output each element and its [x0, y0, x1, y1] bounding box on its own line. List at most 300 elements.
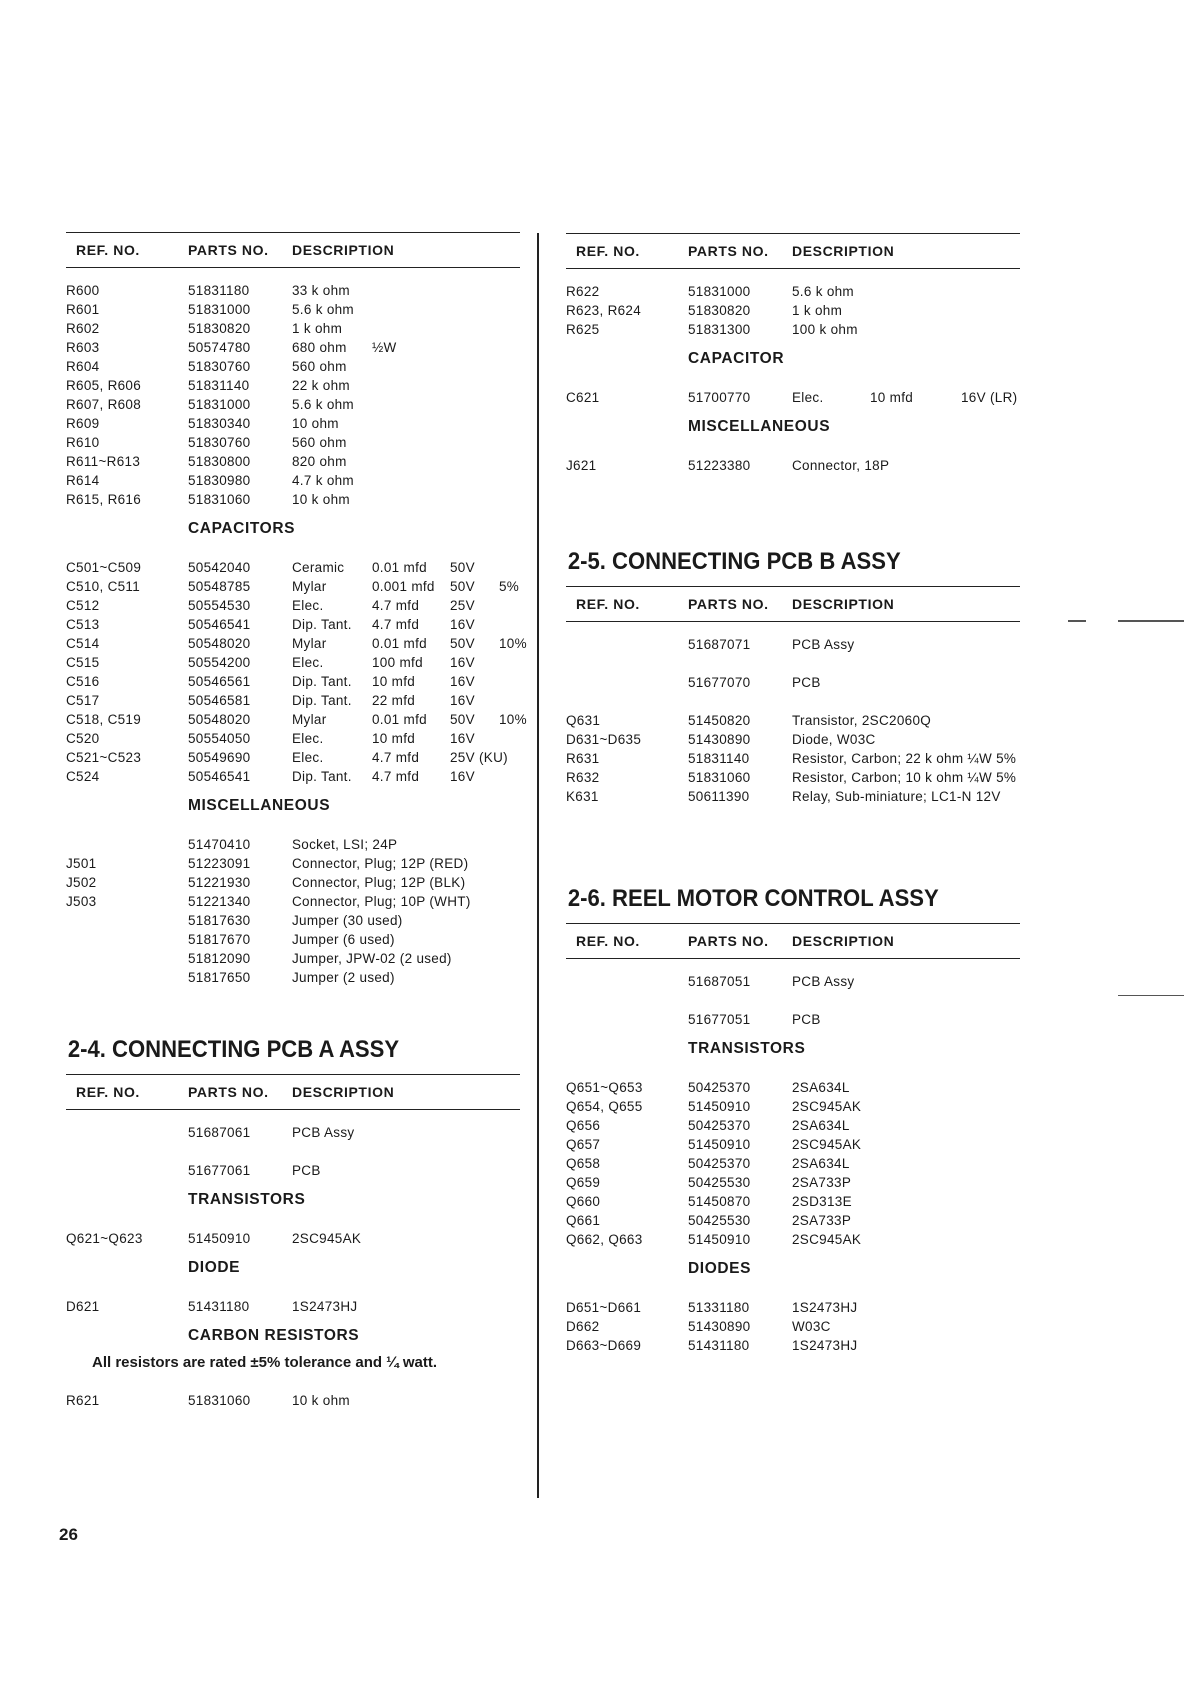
- column-header-ref-no: REF. NO.: [576, 596, 640, 612]
- spacer: [66, 1286, 520, 1298]
- table-row: [566, 1011, 1020, 1030]
- section-title-text: 2-4. CONNECTING PCB A ASSY: [67, 1036, 400, 1063]
- description-cell: Elec.: [292, 750, 324, 765]
- parts-no-cell: 51223091: [188, 856, 251, 871]
- table-row: [66, 282, 520, 301]
- table-row: [566, 1155, 1020, 1174]
- description-cell: 2SA634L: [792, 1156, 850, 1171]
- parts-no-cell: 51221340: [188, 894, 251, 909]
- ref-no-cell: R631: [566, 751, 600, 766]
- ref-no-cell: R625: [566, 322, 600, 337]
- description-cell: Connector, Plug; 10P (WHT): [292, 894, 471, 909]
- table-row: [66, 692, 520, 711]
- description-cell: Elec.: [292, 731, 324, 746]
- category-heading: [66, 1249, 520, 1286]
- table-row: [566, 769, 1020, 788]
- table-row: [66, 578, 520, 597]
- table-row: [566, 457, 1020, 476]
- table-row: [66, 358, 520, 377]
- spacer: [566, 1067, 1020, 1079]
- description-cell: 560 ohm: [292, 435, 347, 450]
- table-row: [566, 283, 1020, 302]
- ref-no-cell: C515: [66, 655, 100, 670]
- scan-edge-mark: [1068, 620, 1086, 622]
- spec-cell: 22 mfd: [372, 693, 416, 708]
- description-cell: 10 k ohm: [292, 1393, 350, 1408]
- description-cell: 10 ohm: [292, 416, 339, 431]
- description-cell: Jumper, JPW-02 (2 used): [292, 951, 452, 966]
- parts-no-cell: 51812090: [188, 951, 251, 966]
- tolerance-cell: 5%: [499, 579, 520, 594]
- table-row: [566, 1231, 1020, 1250]
- category-heading: [66, 1181, 520, 1218]
- parts-no-cell: 50542040: [188, 560, 251, 575]
- column-header-description: DESCRIPTION: [792, 933, 895, 949]
- description-cell: Ceramic: [292, 560, 345, 575]
- description-cell: Elec.: [292, 655, 324, 670]
- parts-no-cell: 51431180: [688, 1338, 750, 1353]
- parts-no-cell: 50554530: [188, 598, 251, 613]
- spec-cell: 10 mfd: [372, 674, 416, 689]
- description-cell: Resistor, Carbon; 10 k ohm ¼W 5%: [792, 770, 1017, 785]
- table-row: [66, 559, 520, 578]
- table-header: [566, 233, 1020, 269]
- column-divider: [537, 233, 539, 1498]
- spacer: [566, 445, 1020, 457]
- parts-no-cell: 51223380: [688, 458, 751, 473]
- spacer: [566, 655, 1020, 674]
- category-heading: [566, 1030, 1020, 1067]
- page-number: 26: [59, 1525, 78, 1544]
- ref-no-cell: C517: [66, 693, 100, 708]
- description-cell: Mylar: [292, 712, 327, 727]
- ref-no-cell: R610: [66, 435, 100, 450]
- ref-no-cell: J503: [66, 894, 97, 909]
- table-row: [66, 749, 520, 768]
- table-row: [566, 712, 1020, 731]
- spacer: [566, 1287, 1020, 1299]
- parts-no-cell: 51687061: [188, 1125, 251, 1140]
- ref-no-cell: K631: [566, 789, 599, 804]
- column-header-description: DESCRIPTION: [792, 243, 895, 259]
- category-heading-label: DIODES: [688, 1260, 752, 1277]
- ref-no-cell: D662: [566, 1319, 600, 1334]
- description-cell: Elec.: [292, 598, 324, 613]
- description-cell: W03C: [792, 1319, 831, 1334]
- category-heading: [566, 408, 1020, 445]
- table-row: [566, 389, 1020, 408]
- ref-no-cell: R601: [66, 302, 100, 317]
- table-row: [566, 1079, 1020, 1098]
- spacer: [566, 959, 1020, 973]
- description-cell: Dip. Tant.: [292, 674, 352, 689]
- table-row: [66, 912, 520, 931]
- description-cell: Jumper (6 used): [292, 932, 395, 947]
- description-cell: Diode, W03C: [792, 732, 876, 747]
- table-row: [566, 1174, 1020, 1193]
- column-header-parts-no: PARTS NO.: [688, 933, 769, 949]
- parts-no-cell: 50425530: [688, 1213, 751, 1228]
- parts-no-cell: 51677070: [688, 675, 751, 690]
- tolerance-cell: 10%: [499, 712, 527, 727]
- spacer: [566, 269, 1020, 283]
- parts-no-cell: 51431180: [188, 1299, 250, 1314]
- ref-no-cell: J621: [566, 458, 597, 473]
- ref-no-cell: R605, R606: [66, 378, 142, 393]
- parts-no-cell: 51677051: [688, 1012, 751, 1027]
- category-heading-label: MISCELLANEOUS: [688, 418, 831, 435]
- table-row: [66, 836, 520, 855]
- table-row: [66, 931, 520, 950]
- table-row: [566, 973, 1020, 992]
- ref-no-cell: J502: [66, 875, 97, 890]
- description-cell: Socket, LSI; 24P: [292, 837, 398, 852]
- table-row: [566, 1299, 1020, 1318]
- spacer: [566, 622, 1020, 636]
- description-cell: Dip. Tant.: [292, 769, 352, 784]
- table-row: [66, 768, 520, 787]
- table-header: [66, 232, 520, 268]
- ref-no-cell: D631~D635: [566, 732, 642, 747]
- table-row: [66, 1162, 520, 1181]
- parts-no-cell: 50425530: [688, 1175, 751, 1190]
- table-row: [66, 654, 520, 673]
- description-cell: 2SC945AK: [792, 1137, 862, 1152]
- rating-cell: 16V: [450, 655, 475, 670]
- parts-no-cell: 51831000: [188, 302, 251, 317]
- parts-no-cell: 51450910: [188, 1231, 251, 1246]
- description-cell: 820 ohm: [292, 454, 347, 469]
- spec-cell: 10 mfd: [372, 731, 416, 746]
- table-row: [66, 453, 520, 472]
- table-row: [66, 969, 520, 988]
- rating-cell: 50V: [450, 560, 475, 575]
- parts-no-cell: 51450910: [688, 1137, 751, 1152]
- spacer: [566, 693, 1020, 712]
- description-cell: 2SD313E: [792, 1194, 852, 1209]
- ref-no-cell: Q660: [566, 1194, 601, 1209]
- parts-no-cell: 51831000: [188, 397, 251, 412]
- description-cell: PCB Assy: [792, 974, 855, 989]
- category-heading-label: CAPACITOR: [688, 350, 785, 367]
- description-cell: Connector, Plug; 12P (RED): [292, 856, 469, 871]
- table-row: [66, 1298, 520, 1317]
- spacer: [66, 268, 520, 282]
- description-cell: Resistor, Carbon; 22 k ohm ¼W 5%: [792, 751, 1017, 766]
- table-row: [66, 377, 520, 396]
- table-row: [566, 788, 1020, 807]
- table-row: [66, 950, 520, 969]
- description-cell: 33 k ohm: [292, 283, 350, 298]
- ref-no-cell: R607, R608: [66, 397, 142, 412]
- column-header-parts-no: PARTS NO.: [688, 243, 769, 259]
- spacer: [66, 824, 520, 836]
- table-row: [566, 1193, 1020, 1212]
- parts-no-cell: 50554050: [188, 731, 251, 746]
- ref-no-cell: D651~D661: [566, 1300, 642, 1315]
- parts-no-cell: 50548020: [188, 712, 251, 727]
- parts-no-cell: 51450870: [688, 1194, 751, 1209]
- section-title-text: 2-6. REEL MOTOR CONTROL ASSY: [567, 885, 939, 912]
- description-cell: 1 k ohm: [292, 321, 343, 336]
- parts-no-cell: 50546561: [188, 674, 251, 689]
- table-row: [66, 472, 520, 491]
- parts-no-cell: 51430890: [688, 1319, 751, 1334]
- table-row: [566, 1098, 1020, 1117]
- ref-no-cell: C621: [566, 390, 600, 405]
- description-cell: 100 k ohm: [792, 322, 858, 337]
- parts-no-cell: 51700770: [688, 390, 751, 405]
- section-title: [566, 865, 984, 923]
- ref-no-cell: C512: [66, 598, 100, 613]
- parts-no-cell: 50548785: [188, 579, 251, 594]
- parts-no-cell: 50546581: [188, 693, 251, 708]
- column-header-ref-no: REF. NO.: [576, 243, 640, 259]
- ref-no-cell: R604: [66, 359, 100, 374]
- ref-no-cell: R602: [66, 321, 100, 336]
- parts-no-cell: 51831060: [188, 1393, 251, 1408]
- description-cell: 10 k ohm: [292, 492, 350, 507]
- spacer: [66, 1110, 520, 1124]
- column-header-description: DESCRIPTION: [292, 242, 395, 258]
- category-heading-label: CARBON RESISTORS: [188, 1327, 360, 1344]
- scan-edge-mark: [1118, 620, 1184, 622]
- spacer: [566, 992, 1020, 1011]
- table-header: [566, 923, 1020, 959]
- ref-no-cell: R632: [566, 770, 600, 785]
- spec-cell: 0.01 mfd: [372, 712, 427, 727]
- spacer: [566, 377, 1020, 389]
- description-cell: 2SA634L: [792, 1080, 850, 1095]
- spacer: [66, 547, 520, 559]
- table-row: [66, 673, 520, 692]
- right-column: [566, 233, 1020, 1356]
- description-cell: Dip. Tant.: [292, 617, 352, 632]
- category-heading-label: MISCELLANEOUS: [188, 797, 331, 814]
- column-header-ref-no: REF. NO.: [576, 933, 640, 949]
- description-cell: Connector, 18P: [792, 458, 890, 473]
- ref-no-cell: Q661: [566, 1213, 601, 1228]
- parts-no-cell: 51831060: [688, 770, 751, 785]
- table-row: [66, 434, 520, 453]
- spacer: [66, 1374, 520, 1392]
- rating-cell: 16V: [450, 617, 475, 632]
- description-cell: PCB: [792, 1012, 821, 1027]
- parts-no-cell: 51817650: [188, 970, 251, 985]
- table-row: [66, 711, 527, 730]
- table-row: [66, 874, 520, 893]
- table-row: [566, 674, 1020, 693]
- description-cell: 22 k ohm: [292, 378, 350, 393]
- parts-no-cell: 51430890: [688, 732, 751, 747]
- parts-no-cell: 50425370: [688, 1080, 751, 1095]
- table-row: [566, 1117, 1020, 1136]
- parts-no-cell: 51687051: [688, 974, 751, 989]
- description-cell: Mylar: [292, 579, 327, 594]
- description-cell: 680 ohm: [292, 340, 347, 355]
- spacer: [566, 476, 1020, 528]
- column-header-ref-no: REF. NO.: [76, 1084, 140, 1100]
- column-header-description: DESCRIPTION: [292, 1084, 395, 1100]
- ref-no-cell: D663~D669: [566, 1338, 642, 1353]
- table-row: [566, 636, 1020, 655]
- table-row: [66, 893, 520, 912]
- ref-no-cell: Q651~Q653: [566, 1080, 643, 1095]
- table-row: [66, 730, 520, 749]
- ref-no-cell: C520: [66, 731, 100, 746]
- parts-no-cell: 51450910: [688, 1099, 751, 1114]
- ref-no-cell: C514: [66, 636, 100, 651]
- parts-no-cell: 51830800: [188, 454, 251, 469]
- category-heading-label: CAPACITORS: [188, 520, 296, 537]
- spacer: [566, 807, 1020, 865]
- parts-no-cell: 51450910: [688, 1232, 751, 1247]
- parts-no-cell: 50548020: [188, 636, 251, 651]
- spec-cell: 4.7 mfd: [372, 598, 420, 613]
- table-row: [66, 1124, 520, 1143]
- parts-no-cell: 51830340: [188, 416, 251, 431]
- description-cell: Mylar: [292, 636, 327, 651]
- parts-no-cell: 51831140: [688, 751, 750, 766]
- description-cell: 2SC945AK: [292, 1231, 362, 1246]
- table-row: [566, 302, 1020, 321]
- spec-cell: ½W: [372, 340, 397, 355]
- column-header-parts-no: PARTS NO.: [188, 242, 269, 258]
- ref-no-cell: R623, R624: [566, 303, 642, 318]
- spec-cell: 0.001 mfd: [372, 579, 435, 594]
- ref-no-cell: C513: [66, 617, 100, 632]
- description-cell: 1 k ohm: [792, 303, 843, 318]
- parts-no-cell: 50425370: [688, 1156, 751, 1171]
- section-title-text: 2-5. CONNECTING PCB B ASSY: [567, 548, 901, 575]
- ref-no-cell: R600: [66, 283, 100, 298]
- description-cell: 5.6 k ohm: [292, 302, 354, 317]
- rating-cell: 50V: [450, 636, 475, 651]
- ref-no-cell: C510, C511: [66, 579, 141, 594]
- ref-no-cell: Q654, Q655: [566, 1099, 643, 1114]
- rating-cell: 16V: [450, 769, 475, 784]
- left-column: [66, 232, 527, 1411]
- parts-no-cell: 51830980: [188, 473, 251, 488]
- parts-no-cell: 50549690: [188, 750, 251, 765]
- category-heading: [66, 1317, 520, 1354]
- description-cell: 5.6 k ohm: [292, 397, 354, 412]
- category-heading: [566, 340, 1020, 377]
- description-cell: 560 ohm: [292, 359, 347, 374]
- description-cell: Jumper (30 used): [292, 913, 403, 928]
- category-heading: [566, 1250, 1020, 1287]
- ref-no-cell: R615, R616: [66, 492, 142, 507]
- spec-cell: 0.01 mfd: [372, 560, 427, 575]
- description-cell: 2SC945AK: [792, 1099, 862, 1114]
- parts-no-cell: 51831140: [188, 378, 250, 393]
- section-title: [566, 528, 984, 586]
- spec-cell: 0.01 mfd: [372, 636, 427, 651]
- parts-no-cell: 50425370: [688, 1118, 751, 1133]
- category-heading-label: TRANSISTORS: [688, 1040, 806, 1057]
- description-cell: Dip. Tant.: [292, 693, 352, 708]
- table-row: [566, 1212, 1020, 1231]
- description-cell: PCB Assy: [292, 1125, 355, 1140]
- description-cell: 4.7 k ohm: [292, 473, 354, 488]
- ref-no-cell: R611~R613: [66, 454, 141, 469]
- spec-cell: 4.7 mfd: [372, 617, 420, 632]
- ref-no-cell: Q621~Q623: [66, 1231, 143, 1246]
- section-title: [66, 1016, 484, 1074]
- table-row: [566, 1337, 1020, 1356]
- parts-no-cell: 51677061: [188, 1163, 251, 1178]
- ref-no-cell: R622: [566, 284, 600, 299]
- description-cell: 2SA733P: [792, 1175, 852, 1190]
- table-header: [66, 1074, 520, 1110]
- rating-cell: 16V (LR): [961, 390, 1018, 405]
- spec-cell: 4.7 mfd: [372, 750, 420, 765]
- category-heading-label: DIODE: [188, 1259, 241, 1276]
- description-cell: Transistor, 2SC2060Q: [792, 713, 932, 728]
- ref-no-cell: C524: [66, 769, 100, 784]
- column-header-parts-no: PARTS NO.: [688, 596, 769, 612]
- column-header-parts-no: PARTS NO.: [188, 1084, 269, 1100]
- rating-cell: 50V: [450, 579, 475, 594]
- description-cell: PCB: [292, 1163, 321, 1178]
- table-row: [66, 855, 520, 874]
- ref-no-cell: R621: [66, 1393, 100, 1408]
- spec-cell: 4.7 mfd: [372, 769, 420, 784]
- ref-no-cell: R603: [66, 340, 100, 355]
- spec-cell: 10 mfd: [870, 390, 914, 405]
- ref-no-cell: Q631: [566, 713, 601, 728]
- rating-cell: 16V: [450, 674, 475, 689]
- table-row: [566, 1136, 1020, 1155]
- ref-no-cell: C521~C523: [66, 750, 142, 765]
- parts-no-cell: 51831060: [188, 492, 251, 507]
- table-row: [66, 301, 520, 320]
- parts-no-cell: 51331180: [688, 1300, 750, 1315]
- resistor-note-text: All resistors are rated ±5% tolerance and ¼ watt.: [92, 1354, 438, 1371]
- spec-cell: 100 mfd: [372, 655, 423, 670]
- rating-cell: 16V: [450, 693, 475, 708]
- parts-no-cell: 51817670: [188, 932, 251, 947]
- parts-no-cell: 50611390: [688, 789, 750, 804]
- ref-no-cell: Q659: [566, 1175, 601, 1190]
- category-heading: [66, 787, 520, 824]
- ref-no-cell: R614: [66, 473, 100, 488]
- resistor-note: [66, 1354, 520, 1374]
- spacer: [66, 1143, 520, 1162]
- description-cell: 2SA733P: [792, 1213, 852, 1228]
- ref-no-cell: D621: [66, 1299, 100, 1314]
- table-row: [566, 731, 1020, 750]
- description-cell: 1S2473HJ: [792, 1338, 858, 1353]
- spacer: [66, 1218, 520, 1230]
- ref-no-cell: C518, C519: [66, 712, 142, 727]
- parts-no-cell: 51831000: [688, 284, 751, 299]
- spacer: [66, 988, 520, 1016]
- ref-no-cell: C516: [66, 674, 100, 689]
- column-header-description: DESCRIPTION: [792, 596, 895, 612]
- table-row: [566, 321, 1020, 340]
- rating-cell: 25V (KU): [450, 750, 508, 765]
- table-row: [66, 415, 520, 434]
- parts-no-cell: 51830760: [188, 435, 251, 450]
- category-heading-label: TRANSISTORS: [188, 1191, 306, 1208]
- ref-no-cell: R609: [66, 416, 100, 431]
- description-cell: 1S2473HJ: [292, 1299, 358, 1314]
- category-heading: [66, 510, 520, 547]
- ref-no-cell: Q662, Q663: [566, 1232, 643, 1247]
- parts-no-cell: 51687071: [688, 637, 751, 652]
- table-header: [566, 586, 1020, 622]
